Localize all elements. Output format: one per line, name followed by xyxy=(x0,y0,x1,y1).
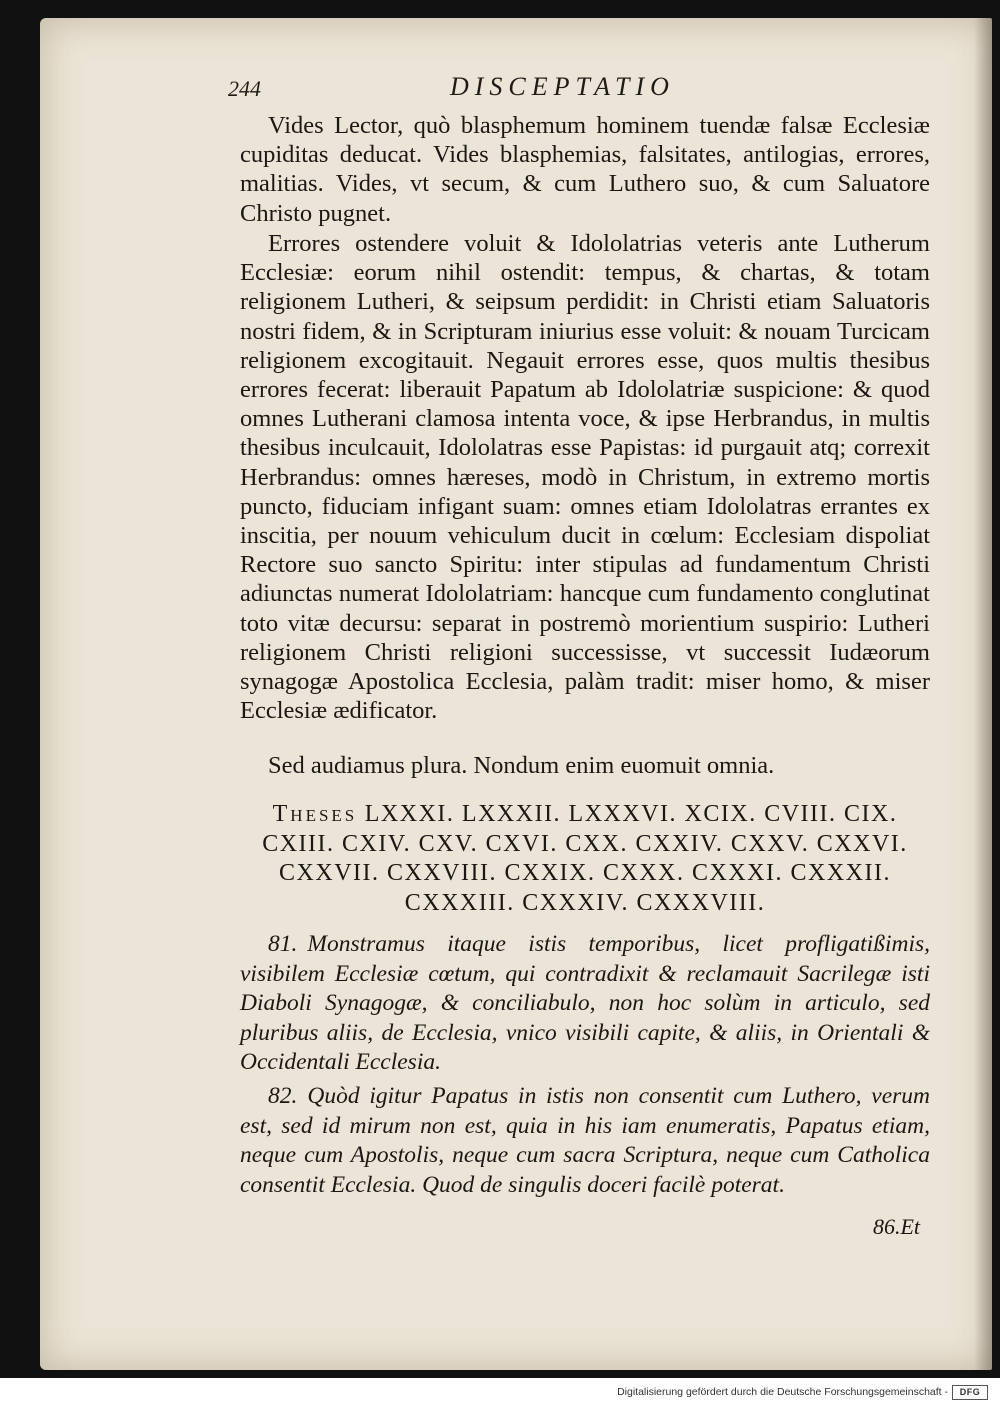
spine-shadow xyxy=(974,18,992,1370)
theses-label: Theses xyxy=(272,801,358,827)
dfg-logo: DFG xyxy=(952,1385,988,1400)
digitization-footer xyxy=(0,1378,1000,1404)
page-number: 244 xyxy=(228,76,261,101)
paragraph-text: Errores ostendere voluit & Idololatrias veteris ante Lutherum Ecclesiæ: eorum nihil ostendit: tempus, & chartas, & totam religionem Lutheri, & seipsum perdidit: in Christi etiam Saluatoris nostri fidem, & in Scripturam iniurius esse voluit: & nouam Turcicam religionem excogitauit. Negauit errores esse, quos multis thesibus errores fecerat: liberauit Papatum ab Idololatriæ suspicione: & quod omnes Lutherani clamosa intenta voce, & ipse Herbrandus, in multis thesibus inculcauit, Idololatras esse Papistas: id purgauit atq; correxit Herbrandus: omnes hæreses, modò in Christum, in extremo mortis puncto, fiduciam infigant suam: omnes etiam Idololatras errantes ex inscitia, per nouum vehiculum ducit in cœlum: Ecclesiam dispoliat Rectore suo sancto Spiritu: inter stipulas ad fundamentum Christi adiunctas numerat Idololatriam: hancque cum fundamento conglutinat toto vitæ decursu: separat in postremò morientium suspirio: Lutheri religionem Christi religioni successisse, vt successit Iudæorum synagogæ Apostolica Ecclesia, palàm tradit: miser homo, & miser Ecclesiæ ædificator. xyxy=(240,230,930,725)
paragraph-1 xyxy=(240,111,930,228)
thesis-text: Monstramus itaque istis temporibus, licet profligatißimis, visibilem Ecclesiæ cœtum, qui contradixit & reclamauit Sacrilegæ isti Diaboli Synagogæ, & conciliabulo, non hoc solùm in articulo, sed pluribus aliis, de Ecclesia, vnico visibili capite, & aliis, in Orientali & Occidentali Ecclesia. xyxy=(240,931,930,1075)
thesis-text: Quòd igitur Papatus in istis non consentit cum Luthero, verum est, sed id mirum non est, quia in his iam enumeratis, Papatus etiam, neque cum Apostolis, neque cum sacra Scriptura, neque cum Catholica consentit Ecclesia. Quod de singulis doceri facilè poterat. xyxy=(240,1083,930,1198)
paragraph-text: Vides Lector, quò blasphemum hominem tuendæ falsæ Ecclesiæ cupiditas deducat. Vides blasphemias, falsitates, antilogias, errores, malitias. Vides, vt secum, & cum Luthero suo, & cum Saluatore Christo pugnet. xyxy=(240,112,930,227)
thesis-number: 81. xyxy=(268,931,298,957)
paragraph-text: Sed audiamus plura. Nondum enim euomuit omnia. xyxy=(268,752,775,779)
running-head: DISCEPTATIO xyxy=(450,72,675,101)
footer-credit: Digitalisierung gefördert durch die Deutsche Forschungsgemeinschaft - xyxy=(617,1386,948,1398)
paragraph-3 xyxy=(240,751,930,780)
thesis-82 xyxy=(240,1082,930,1200)
paragraph-2 xyxy=(240,229,930,725)
thesis-81 xyxy=(240,930,930,1078)
thesis-number: 82. xyxy=(268,1083,298,1109)
book-page xyxy=(40,18,992,1370)
theses-heading xyxy=(240,800,930,918)
theses-list: LXXXI. LXXXII. LXXXVI. XCIX. CVIII. CIX. CXIII. CXIV. CXV. CXVI. CXX. CXXIV. CXXV. CXXVI. CXXVII. CXXVIII. CXXIX. CXXX. CXXXI. CXXXII. CXXXIII. CXXXIV. CXXXVIII. xyxy=(262,801,908,916)
catchword: 86.Et xyxy=(872,1214,920,1239)
